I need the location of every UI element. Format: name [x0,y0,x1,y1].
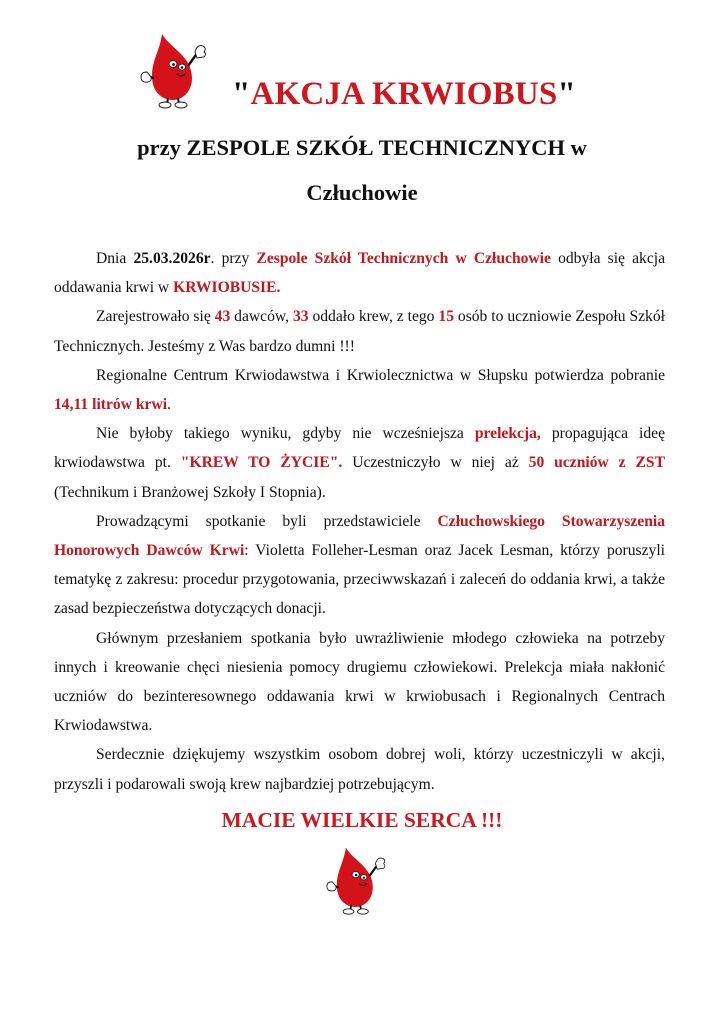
highlight-text: 15 [438,308,454,326]
highlight-text: 43 [214,308,231,326]
highlight-text: Człuchowskiego Stowarzyszenia Honorowych Dawców Krwi [54,512,665,560]
highlight-text: "KREW TO ŻYCIE". [180,454,343,472]
highlight-text: Zespole Szkół Technicznych w Człuchowie [256,250,551,267]
paragraph-text: (Technikum i Branżowej Szkoły I Stopnia). [54,483,326,501]
paragraph-text: dawców, [230,308,293,326]
paragraph-text: Dnia [96,250,134,267]
paragraph-text: propagująca ideę krwiodawstwa pt. [54,425,665,472]
blood-drop-mascot-icon [326,840,398,920]
paragraph-text: Uczestniczyło w niej aż [342,454,529,472]
paragraph-text: odbyła się akcja oddawania krwi w [54,250,665,297]
paragraph [54,507,665,624]
title-quote-open: " [232,76,251,112]
page-title [232,76,576,113]
highlight-text: 14,11 litrów krwi [54,396,168,414]
subtitle-line-1: przy ZESPOLE SZKÓŁ TECHNICZNYCH w [137,135,587,160]
article-body [54,244,665,799]
highlight-text: 50 uczniów z ZST [528,454,665,472]
paragraph [54,624,665,741]
paragraph-text: Zarejestrowało się [96,308,215,326]
paragraph [54,361,665,419]
title-quote-close: " [557,76,577,112]
paragraph-text: : Violetta Folleher-Lesman oraz Jacek Lesman, którzy poruszyli tematykę z zakresu: procedur przygotowania, przeciwwskazań i zaleceń do oddania krwi, a także zasad bezpieczeństwa dotyczących donacji. [54,542,665,618]
paragraph [54,302,665,360]
subtitle-line-2: Człuchowie [306,180,418,205]
blood-drop-mascot-icon [140,30,220,110]
paragraph [54,740,665,798]
paragraph-text: Nie byłoby takiego wyniku, gdyby nie wcześniejsza [96,425,475,443]
highlight-text: prelekcja, [474,425,541,443]
paragraph-text: . przy [210,250,257,267]
paragraph-text: Serdecznie dziękujemy wszystkim osobom dobrej woli, którzy uczestniczyli w akcji, przyszli i podarowali swoją krew najbardziej potrzebującym. [54,746,665,793]
paragraph-text: Głównym przesłaniem spotkania było uwrażliwienie młodego człowieka na potrzeby innych i kreowanie chęci niesienia pomocy drugiemu człowiekowi. Prelekcja miała nakłonić uczniów do bezinteresownego oddawania krwi w krwiobusach i Regionalnych Centrach Krwiodawstwa. [54,629,665,735]
paragraph-text: Prowadzącymi spotkanie byli przedstawiciele [96,512,438,530]
paragraph-text: Regionalne Centrum Krwiodawstwa i Krwiolecznictwa w Słupsku potwierdza pobranie [96,366,665,384]
highlight-text: KRWIOBUSIE. [173,279,281,297]
paragraph-text: . [167,396,171,414]
title-text: AKCJA KRWIOBUS [250,76,558,112]
paragraph [54,419,665,507]
paragraph-text: osób to uczniowie Zespołu Szkół Technicznych. Jesteśmy z Was bardzo dumni !!! [54,308,665,355]
bold-text: 25.03.2026r [133,250,211,267]
paragraph [54,244,665,302]
closing-slogan: MACIE WIELKIE SERCA !!! [221,808,503,832]
highlight-text: 33 [292,308,309,326]
paragraph-text: oddało krew, z tego [308,308,439,326]
